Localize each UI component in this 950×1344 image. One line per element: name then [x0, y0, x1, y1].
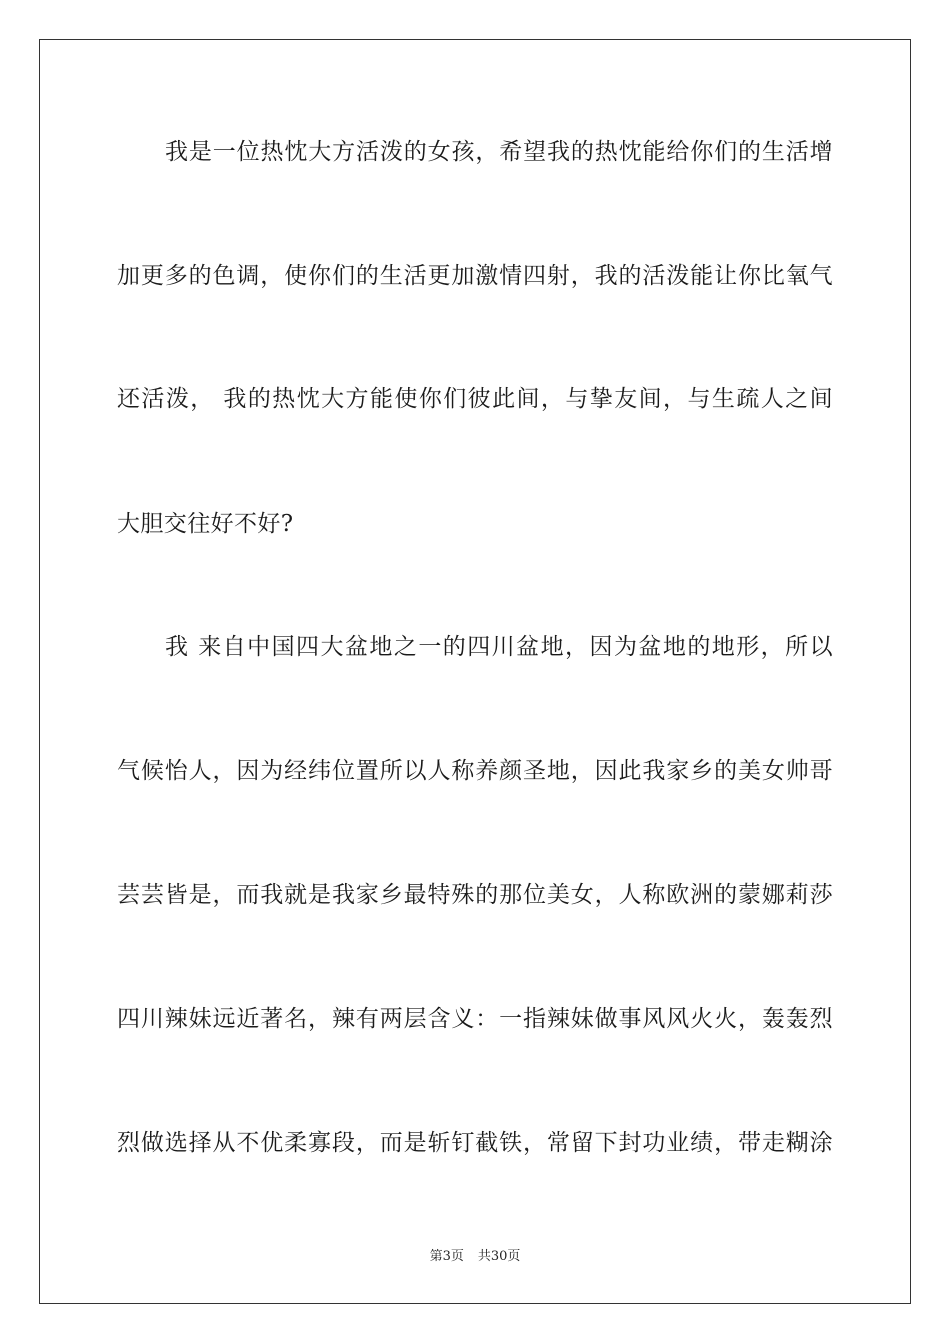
text-line: 芸芸皆是，而我就是我家乡最特殊的那位美女，人称欧洲的蒙娜莉莎 [117, 882, 833, 908]
text-line: 加更多的色调，使你们的生活更加激情四射，我的活泼能让你比氧气 [117, 263, 833, 289]
page-border [39, 39, 911, 1304]
text-line: 烈做选择从不优柔寡段，而是斩钉截铁，常留下封功业绩，带走糊涂 [117, 1130, 833, 1156]
page-footer [0, 1248, 950, 1266]
text-line: 我是一位热忱大方活泼的女孩，希望我的热忱能给你们的生活增 [165, 139, 833, 165]
text-line: 我 来自中国四大盆地之一的四川盆地，因为盆地的地形，所以 [165, 634, 833, 660]
text-line: 四川辣妹远近著名，辣有两层含义：一指辣妹做事风风火火，轰轰烈 [117, 1006, 833, 1032]
page-number: 第3页 [429, 1249, 464, 1264]
text-line: 气候怡人，因为经纬位置所以人称养颜圣地，因此我家乡的美女帅哥 [117, 758, 833, 784]
text-line: 还活泼， 我的热忱大方能使你们彼此间，与挚友间，与生疏人之间 [117, 386, 833, 412]
page-total: 共30页 [477, 1249, 521, 1264]
text-line: 大胆交往好不好? [117, 511, 294, 537]
